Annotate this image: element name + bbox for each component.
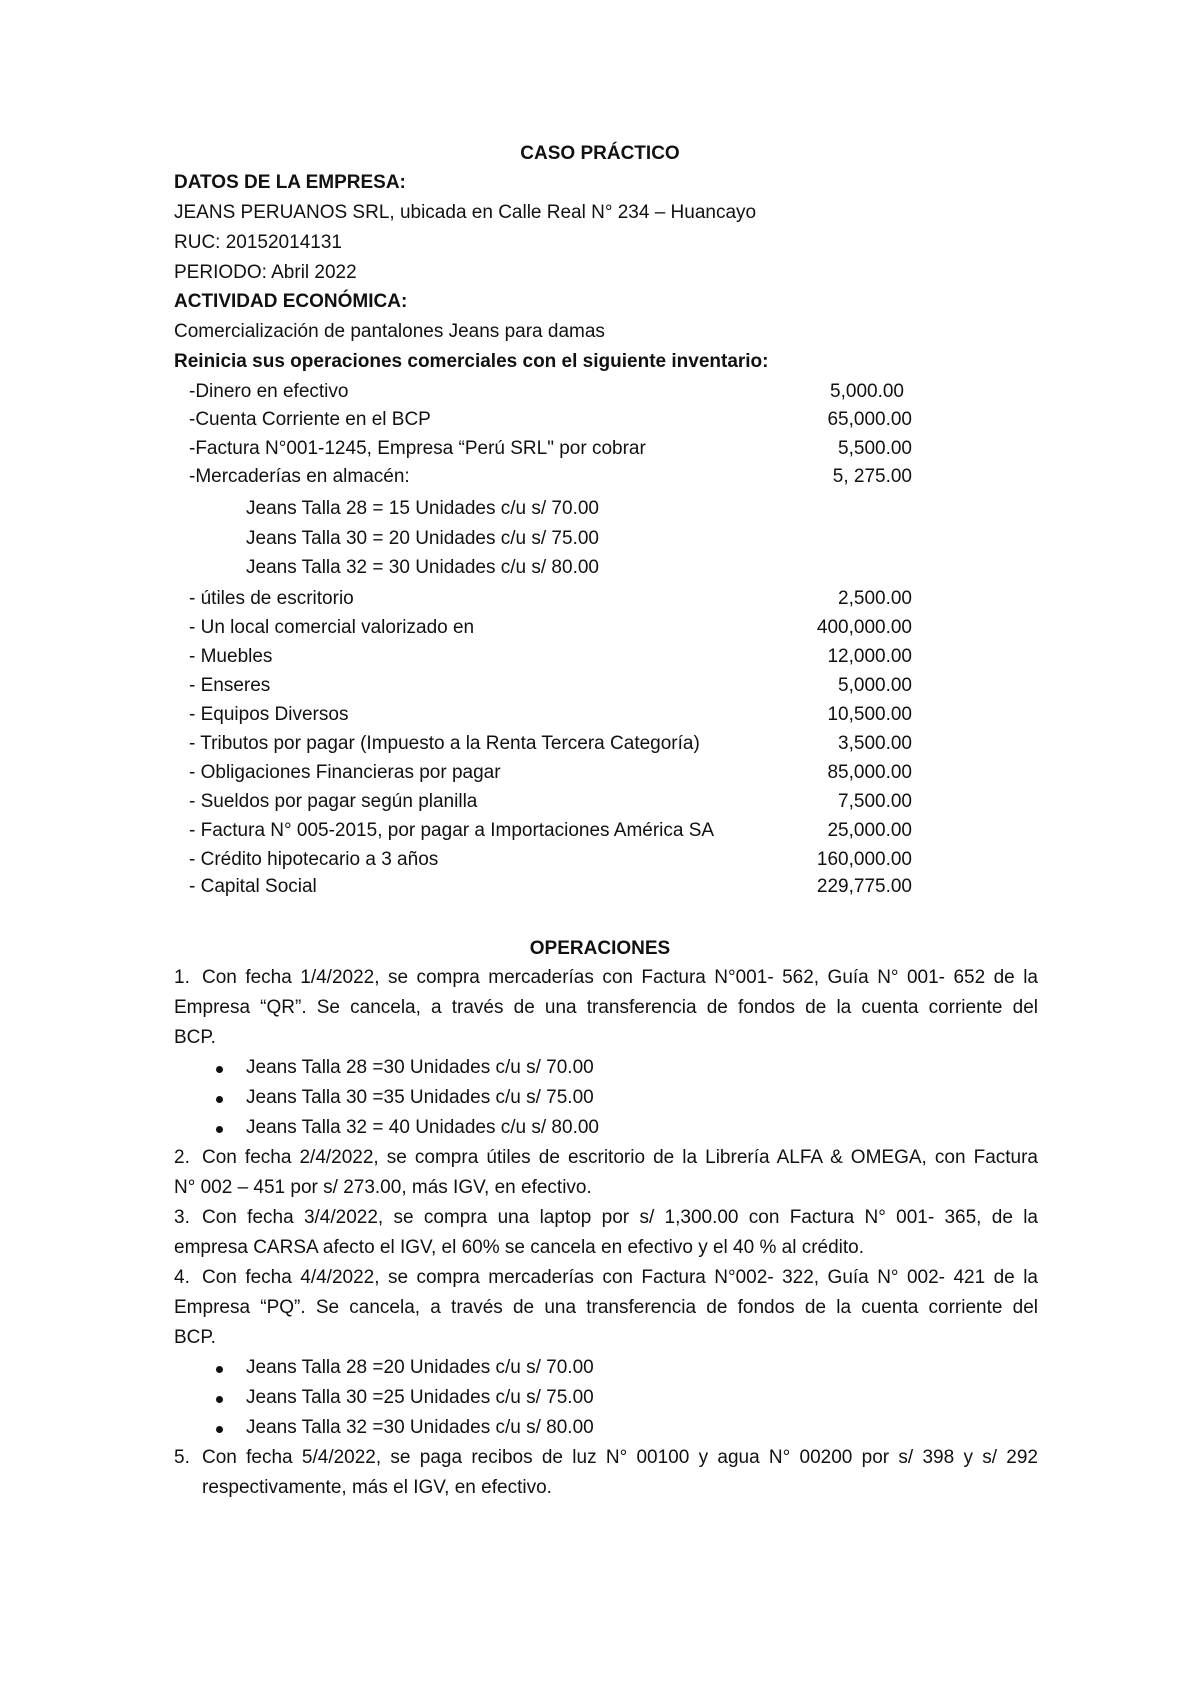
operation-line: Empresa “QR”. Se cancela, a través de una transferencia de fondos de la cuenta corriente del bbox=[174, 997, 1038, 1018]
inventory-item bbox=[0, 848, 1200, 876]
inventory-item-label: -Factura N°001-1245, Empresa “Perú SRL" por cobrar bbox=[189, 438, 646, 459]
inventory-item-amount: 160,000.00 bbox=[816, 849, 912, 870]
inventory-item-label: - Obligaciones Financieras por pagar bbox=[189, 762, 501, 783]
list-item-text: Jeans Talla 28 =30 Unidades c/u s/ 70.00 bbox=[246, 1057, 594, 1078]
inventory-item-label: - Un local comercial valorizado en bbox=[189, 617, 475, 638]
inventory-item-label: - Sueldos por pagar según planilla bbox=[189, 791, 478, 812]
operation-number: 1. bbox=[174, 967, 190, 988]
inventory-item-amount: 5,500.00 bbox=[838, 438, 912, 459]
operation-number: 3. bbox=[174, 1207, 190, 1228]
operation-line: N° 002 – 451 por s/ 273.00, más IGV, en efectivo. bbox=[174, 1177, 592, 1198]
list-item-text: Jeans Talla 30 =35 Unidades c/u s/ 75.00 bbox=[246, 1087, 594, 1108]
inventory-item bbox=[0, 465, 1200, 493]
inventory-item-label: -Dinero en efectivo bbox=[189, 381, 349, 402]
inventory-item bbox=[0, 587, 1200, 615]
inventory-item-amount: 85,000.00 bbox=[827, 762, 912, 783]
bullet-icon bbox=[216, 1366, 223, 1373]
inventory-intro: Reinicia sus operaciones comerciales con el siguiente inventario: bbox=[174, 351, 769, 372]
stock-line: Jeans Talla 28 = 15 Unidades c/u s/ 70.00 bbox=[246, 498, 599, 519]
bullet-icon bbox=[216, 1426, 223, 1433]
inventory-item-amount: 7,500.00 bbox=[838, 791, 912, 812]
inventory-item-label: - Factura N° 005-2015, por pagar a Importaciones América SA bbox=[189, 820, 715, 841]
inventory-item-amount: 2,500.00 bbox=[838, 588, 912, 609]
inventory-item bbox=[0, 761, 1200, 789]
operation-line: Con fecha 2/4/2022, se compra útiles de escritorio de la Librería ALFA & OMEGA, con Factura bbox=[202, 1147, 1038, 1168]
inventory-item bbox=[0, 380, 1200, 408]
operation-line: Empresa “PQ”. Se cancela, a través de una transferencia de fondos de la cuenta corriente del bbox=[174, 1297, 1038, 1318]
operation-number: 4. bbox=[174, 1267, 190, 1288]
stock-line: Jeans Talla 30 = 20 Unidades c/u s/ 75.00 bbox=[246, 528, 599, 549]
inventory-item-amount: 3,500.00 bbox=[838, 733, 912, 754]
operation-line: BCP. bbox=[174, 1027, 216, 1048]
list-item bbox=[0, 1116, 1200, 1144]
inventory-item-amount: 5,000.00 bbox=[838, 675, 912, 696]
list-item-text: Jeans Talla 32 = 40 Unidades c/u s/ 80.00 bbox=[246, 1117, 599, 1138]
ruc-line: RUC: 20152014131 bbox=[174, 232, 342, 253]
inventory-item bbox=[0, 645, 1200, 673]
operation-number: 2. bbox=[174, 1147, 190, 1168]
inventory-item bbox=[0, 790, 1200, 818]
operation-line: Con fecha 4/4/2022, se compra mercaderías con Factura N°002- 322, Guía N° 002- 421 de la bbox=[202, 1267, 1038, 1288]
inventory-item-amount: 25,000.00 bbox=[827, 820, 912, 841]
inventory-item bbox=[0, 732, 1200, 760]
stock-line: Jeans Talla 32 = 30 Unidades c/u s/ 80.00 bbox=[246, 557, 599, 578]
inventory-item-label: - Enseres bbox=[189, 675, 271, 696]
company-name-line: JEANS PERUANOS SRL, ubicada en Calle Real N° 234 – Huancayo bbox=[174, 202, 757, 223]
inventory-item-amount: 400,000.00 bbox=[816, 617, 912, 638]
company-heading: DATOS DE LA EMPRESA: bbox=[174, 172, 406, 193]
operation-number: 5. bbox=[174, 1447, 190, 1468]
operation-line: empresa CARSA afecto el IGV, el 60% se cancela en efectivo y el 40 % al crédito. bbox=[174, 1237, 865, 1258]
operation-line: respectivamente, más el IGV, en efectivo. bbox=[202, 1477, 552, 1498]
inventory-item-amount: 12,000.00 bbox=[827, 646, 912, 667]
list-item bbox=[0, 1356, 1200, 1384]
inventory-item-label: - útiles de escritorio bbox=[189, 588, 354, 609]
inventory-item-label: - Capital Social bbox=[189, 876, 317, 897]
operation-line: Con fecha 3/4/2022, se compra una laptop por s/ 1,300.00 con Factura N° 001- 365, de la bbox=[202, 1207, 1038, 1228]
bullet-icon bbox=[216, 1066, 223, 1073]
period-line: PERIODO: Abril 2022 bbox=[174, 262, 357, 283]
bullet-icon bbox=[216, 1096, 223, 1103]
bullet-icon bbox=[216, 1396, 223, 1403]
inventory-item bbox=[0, 819, 1200, 847]
list-item bbox=[0, 1416, 1200, 1444]
inventory-item-label: -Cuenta Corriente en el BCP bbox=[189, 409, 431, 430]
inventory-item-amount: 5,000.00 bbox=[830, 381, 904, 402]
inventory-item-amount: 5, 275.00 bbox=[832, 466, 912, 487]
inventory-item-label: -Mercaderías en almacén: bbox=[189, 466, 410, 487]
operation-line: Con fecha 5/4/2022, se paga recibos de luz N° 00100 y agua N° 00200 por s/ 398 y s/ 292 bbox=[202, 1447, 1038, 1468]
list-item-text: Jeans Talla 28 =20 Unidades c/u s/ 70.00 bbox=[246, 1357, 594, 1378]
inventory-item-label: - Crédito hipotecario a 3 años bbox=[189, 849, 439, 870]
inventory-item-label: - Tributos por pagar (Impuesto a la Renta Tercera Categoría) bbox=[189, 733, 700, 754]
inventory-item-amount: 65,000.00 bbox=[827, 409, 912, 430]
inventory-item bbox=[0, 616, 1200, 644]
list-item bbox=[0, 1056, 1200, 1084]
operation-line: Con fecha 1/4/2022, se compra mercaderías con Factura N°001- 562, Guía N° 001- 652 de la bbox=[202, 967, 1038, 988]
inventory-item bbox=[0, 875, 1200, 903]
inventory-item-label: - Muebles bbox=[189, 646, 273, 667]
list-item bbox=[0, 1386, 1200, 1414]
list-item bbox=[0, 1086, 1200, 1114]
inventory-item bbox=[0, 437, 1200, 465]
operation-line: BCP. bbox=[174, 1327, 216, 1348]
activity-heading: ACTIVIDAD ECONÓMICA: bbox=[174, 291, 408, 312]
inventory-item bbox=[0, 703, 1200, 731]
inventory-item-label: - Equipos Diversos bbox=[189, 704, 349, 725]
page-title: CASO PRÁCTICO bbox=[520, 143, 680, 164]
inventory-item-amount: 229,775.00 bbox=[816, 876, 912, 897]
operations-heading: OPERACIONES bbox=[529, 938, 671, 959]
bullet-icon bbox=[216, 1126, 223, 1133]
inventory-item bbox=[0, 408, 1200, 436]
list-item-text: Jeans Talla 32 =30 Unidades c/u s/ 80.00 bbox=[246, 1417, 594, 1438]
inventory-item bbox=[0, 674, 1200, 702]
inventory-item-amount: 10,500.00 bbox=[827, 704, 912, 725]
list-item-text: Jeans Talla 30 =25 Unidades c/u s/ 75.00 bbox=[246, 1387, 594, 1408]
activity-text: Comercialización de pantalones Jeans para damas bbox=[174, 321, 605, 342]
